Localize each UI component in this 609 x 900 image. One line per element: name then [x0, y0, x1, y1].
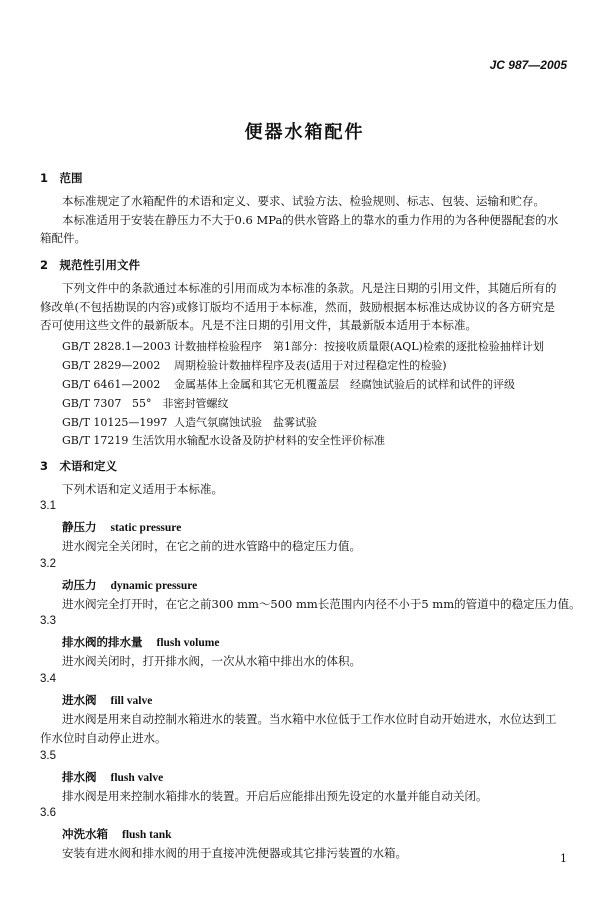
- term-heading: [62, 692, 152, 708]
- term-chinese: 冲洗水箱: [62, 827, 108, 841]
- term-chinese: 排水阀: [62, 770, 97, 784]
- term-chinese: 动压力: [62, 578, 97, 592]
- reference-code: GB/T 2828.1—2003: [62, 340, 171, 353]
- section-3-heading: 3 术语和定义: [40, 459, 118, 473]
- standard-number: JC 987—2005: [489, 58, 567, 72]
- reference-item: [62, 376, 515, 392]
- reference-title: 周期检验计数抽样程序及表(适用于对过程稳定性的检验): [174, 359, 447, 372]
- section-2-paragraph-line-1: 下列文件中的条款通过本标准的引用而成为本标准的条款。凡是注日期的引用文件，其随后所有的: [62, 281, 557, 295]
- term-heading: [62, 519, 181, 535]
- section-1-paragraph-2-line-2: 箱配件。: [40, 231, 86, 245]
- reference-code: GB/T 17219: [62, 434, 129, 447]
- reference-item: [62, 338, 544, 354]
- term-english: dynamic pressure: [110, 580, 198, 592]
- reference-code: GB/T 2829—2002: [62, 359, 161, 372]
- reference-title: 金属基体上金属和其它无机覆盖层 经腐蚀试验后的试样和试件的评级: [174, 378, 515, 391]
- term-definition-line-2: 作水位时自动停止进水。: [40, 731, 167, 745]
- reference-title: 生活饮用水输配水设备及防护材料的安全性评价标准: [132, 434, 385, 447]
- reference-title: 计数抽样检验程序 第1部分：按接收质量限(AQL)检索的逐批检验抽样计划: [174, 340, 544, 353]
- term-heading: [62, 826, 172, 842]
- reference-code: GB/T 6461—2002: [62, 378, 161, 391]
- term-chinese: 进水阀: [62, 693, 97, 707]
- term-number: 3.3: [40, 615, 56, 627]
- term-definition-line-1: 进水阀是用来自动控制水箱进水的装置。当水箱中水位低于工作水位时自动开始进水，水位达到工: [62, 712, 557, 726]
- term-heading: [62, 769, 163, 785]
- page-number: 1: [560, 852, 567, 865]
- term-definition: 安装有进水阀和排水阀的用于直接冲洗便器或其它排污装置的水箱。: [62, 846, 407, 860]
- term-definition: 排水阀是用来控制水箱排水的装置。开启后应能排出预先设定的水量并能自动关闭。: [62, 789, 488, 803]
- section-2-heading: 2 规范性引用文件: [40, 258, 141, 272]
- term-number: 3.6: [40, 807, 56, 819]
- reference-code: GB/T 7307: [62, 397, 122, 410]
- reference-item: [62, 432, 385, 448]
- term-number: 3.2: [40, 558, 56, 570]
- term-chinese: 排水阀的排水量: [62, 635, 143, 649]
- reference-item: [62, 414, 317, 430]
- document-title: 便器水箱配件: [244, 122, 365, 143]
- reference-item: [62, 395, 229, 411]
- reference-title: 55° 非密封管螺纹: [132, 397, 229, 410]
- term-english: flush valve: [110, 772, 164, 784]
- term-english: fill valve: [110, 695, 153, 707]
- reference-item: [62, 357, 447, 373]
- term-heading: [62, 577, 197, 593]
- reference-title: 人造气氛腐蚀试验 盐雾试验: [174, 416, 317, 429]
- term-heading: [62, 634, 219, 650]
- term-number: 3.4: [40, 673, 56, 685]
- term-english: flush tank: [122, 829, 172, 841]
- section-2-paragraph-line-2: 修改单(不包括勘误的内容)或修订版均不适用于本标准，然而，鼓励根据本标准达成协议的各方研究是: [40, 300, 555, 314]
- term-definition: 进水阀关闭时，打开排水阀，一次从水箱中排出水的体积。: [62, 654, 361, 668]
- section-1-paragraph-2-line-1: 本标准适用于安装在静压力不大于0.6 MPa的供水管路上的靠水的重力作用的为各种便器配套的水: [62, 213, 559, 227]
- section-3-intro: 下列术语和定义适用于本标准。: [62, 482, 223, 496]
- term-definition: 进水阀完全打开时，在它之前300 mm～500 mm长范围内内径不小于5 mm的管道中的稳定压力值。: [62, 597, 581, 611]
- term-definition: 进水阀完全关闭时，在它之前的进水管路中的稳定压力值。: [62, 539, 361, 553]
- section-2-paragraph-line-3: 否可使用这些文件的最新版本。凡是不注日期的引用文件，其最新版本适用于本标准。: [40, 318, 477, 332]
- term-number: 3.1: [40, 500, 56, 512]
- reference-code: GB/T 10125—1997: [62, 416, 168, 429]
- section-1-heading: 1 范围: [40, 171, 83, 185]
- term-chinese: 静压力: [62, 520, 97, 534]
- term-english: static pressure: [110, 522, 182, 534]
- section-1-paragraph-1: 本标准规定了水箱配件的术语和定义、要求、试验方法、检验规则、标志、包装、运输和贮存。: [62, 194, 545, 208]
- term-english: flush volume: [156, 637, 220, 649]
- term-number: 3.5: [40, 750, 56, 762]
